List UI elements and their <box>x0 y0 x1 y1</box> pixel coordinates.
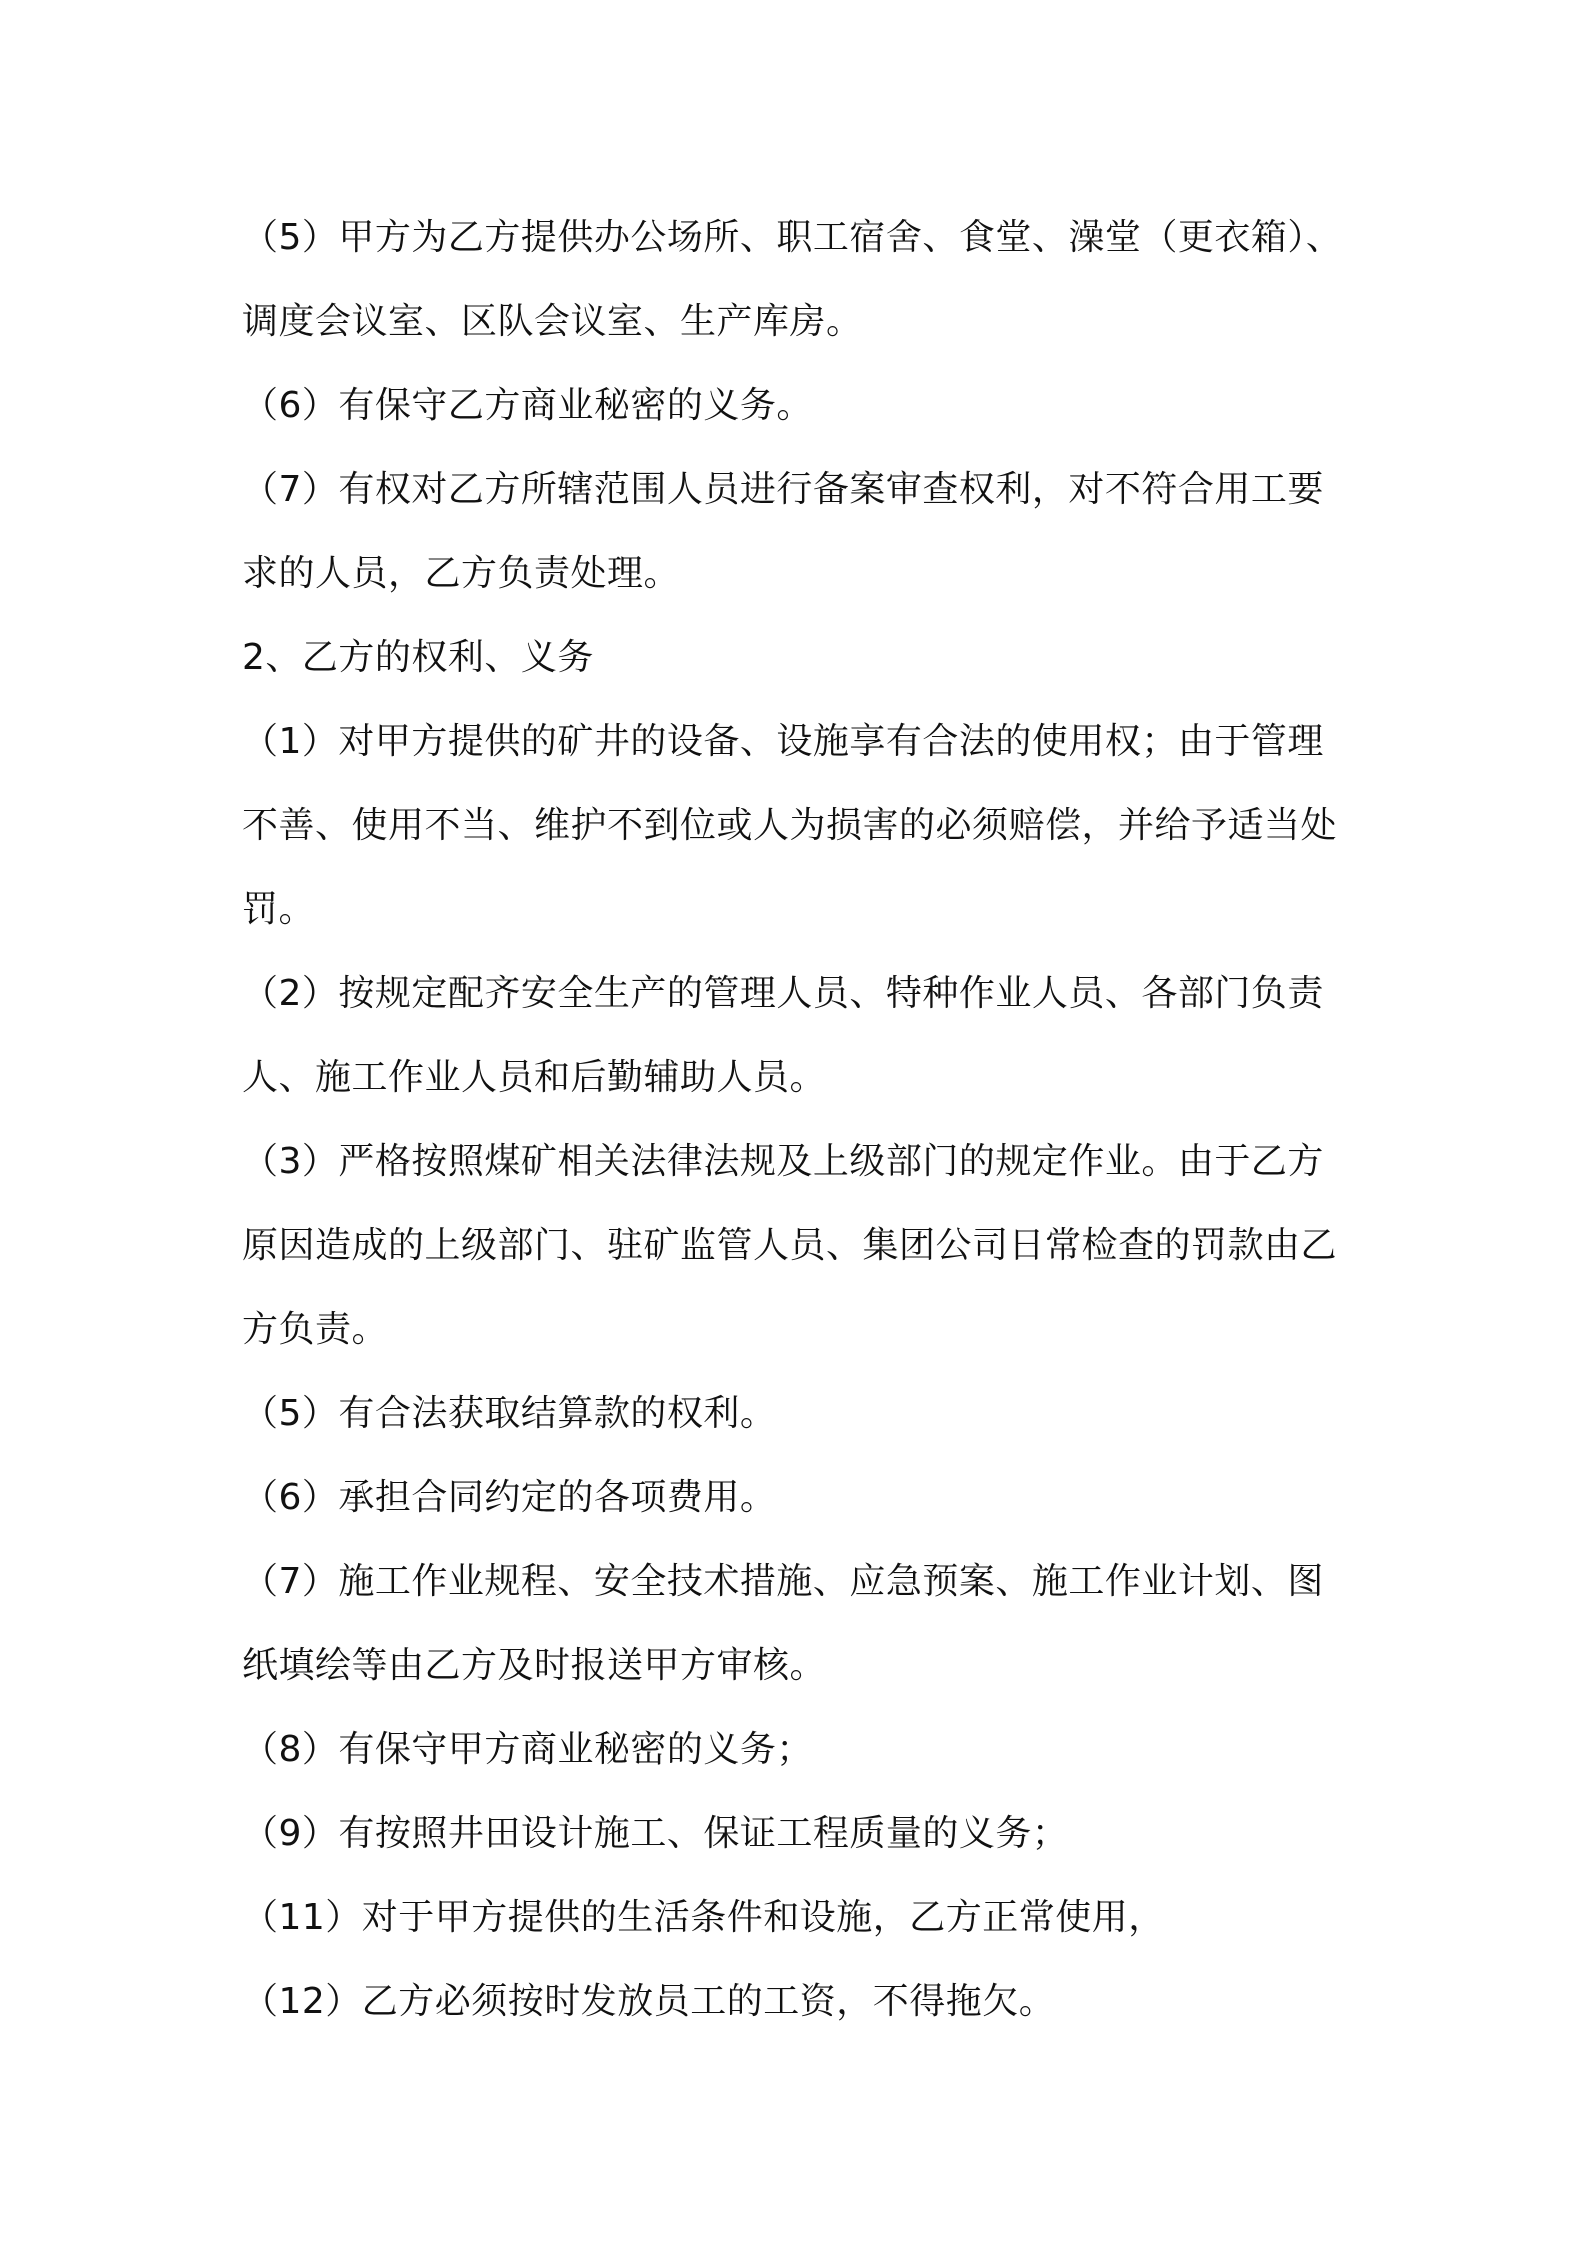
clause-line: （1）对甲方提供的矿井的设备、设施享有合法的使用权；由于管理 <box>242 721 1324 762</box>
clause-line: （6）有保守乙方商业秘密的义务。 <box>242 385 813 426</box>
clause-line: 求的人员，乙方负责处理。 <box>242 553 681 594</box>
clause-line: 方负责。 <box>242 1309 389 1350</box>
clause-line: （12）乙方必须按时发放员工的工资，不得拖欠。 <box>242 1981 1056 2022</box>
clause-line: （5）甲方为乙方提供办公场所、职工宿舍、食堂、澡堂（更衣箱）、 <box>242 217 1343 258</box>
clause-line: （9）有按照井田设计施工、保证工程质量的义务； <box>242 1813 1069 1854</box>
clause-line: 罚。 <box>242 889 316 930</box>
clause-line: （6）承担合同约定的各项费用。 <box>242 1477 777 1518</box>
clause-line: （8）有保守甲方商业秘密的义务； <box>242 1729 813 1770</box>
clause-line: 原因造成的上级部门、驻矿监管人员、集团公司日常检查的罚款由乙 <box>242 1225 1338 1266</box>
clause-line: （7）有权对乙方所辖范围人员进行备案审查权利，对不符合用工要 <box>242 469 1324 510</box>
clause-line: （3）严格按照煤矿相关法律法规及上级部门的规定作业。由于乙方 <box>242 1141 1324 1182</box>
clause-line: 调度会议室、区队会议室、生产库房。 <box>242 301 863 342</box>
document-body <box>242 196 1362 2044</box>
clause-line: （2）按规定配齐安全生产的管理人员、特种作业人员、各部门负责 <box>242 973 1324 1014</box>
clause-line: 不善、使用不当、维护不到位或人为损害的必须赔偿，并给予适当处 <box>242 805 1338 846</box>
clause-line: （7）施工作业规程、安全技术措施、应急预案、施工作业计划、图 <box>242 1561 1324 1602</box>
clause-line: 人、施工作业人员和后勤辅助人员。 <box>242 1057 827 1098</box>
clause-line: 纸填绘等由乙方及时报送甲方审核。 <box>242 1645 827 1686</box>
clause-line: （5）有合法获取结算款的权利。 <box>242 1393 777 1434</box>
section-heading: 2、乙方的权利、义务 <box>242 637 594 678</box>
clause-line: （11）对于甲方提供的生活条件和设施，乙方正常使用， <box>242 1897 1165 1938</box>
